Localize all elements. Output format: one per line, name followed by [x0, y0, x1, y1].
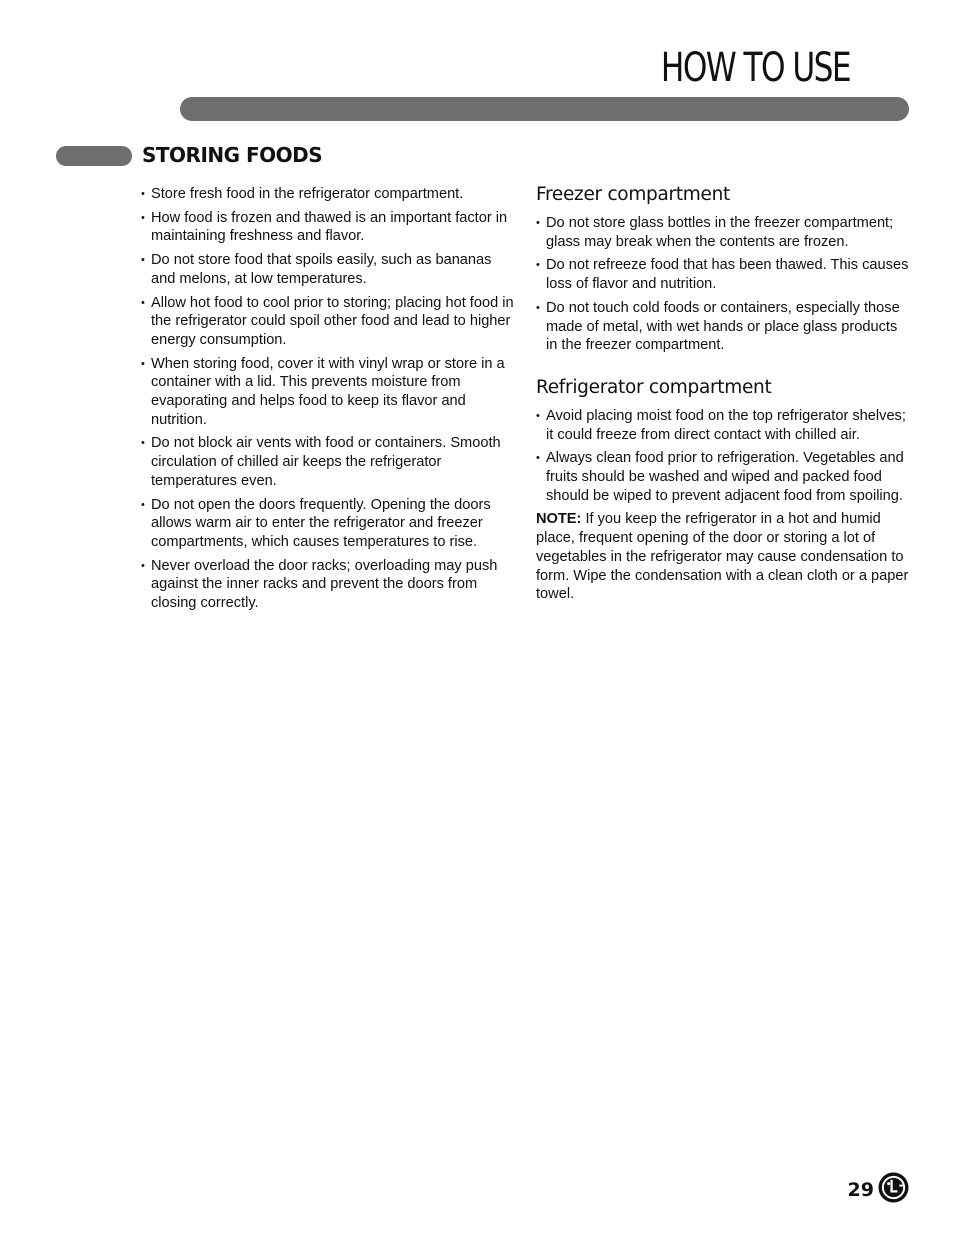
freezer-list: [536, 214, 910, 355]
list-item: • Always clean food prior to refrigeration. Vegetables and fruits should be washed and wiped and packed food should be wiped to prevent adjacent food from spoiling.: [536, 449, 910, 505]
section-pill: [56, 146, 132, 166]
list-item: • Avoid placing moist food on the top refrigerator shelves; it could freeze from direct contact with chilled air.: [536, 407, 910, 444]
list-item: • Do not store food that spoils easily, such as bananas and melons, at low temperatures.: [141, 251, 519, 288]
lg-logo-icon: [878, 1172, 909, 1203]
section-title: STORING FOODS: [142, 143, 323, 167]
note-text: If you keep the refrigerator in a hot and humid place, frequent opening of the door or storing a lot of vegetables in the refrigerator may cause condensation to form. Wipe the condensation with a clean cloth or a paper towel.: [536, 511, 909, 603]
list-item: • Do not refreeze food that has been thawed. This causes loss of flavor and nutrition.: [536, 256, 910, 293]
page-number: 29: [847, 1179, 874, 1201]
refrigerator-list: [536, 407, 910, 506]
chapter-title: HOW TO USE: [660, 45, 850, 91]
list-item: • Do not store glass bottles in the freezer compartment; glass may break when the contents are frozen.: [536, 214, 910, 251]
list-item: • Do not block air vents with food or containers. Smooth circulation of chilled air keeps the refrigerator temperatures even.: [141, 434, 519, 490]
freezer-heading: Freezer compartment: [536, 184, 730, 205]
list-item: • Store fresh food in the refrigerator compartment.: [141, 185, 519, 204]
list-item: • Do not open the doors frequently. Opening the doors allows warm air to enter the refrigerator and freezer compartments, which causes temperatures to rise.: [141, 496, 519, 552]
storage-tips-list: [141, 185, 519, 613]
list-item: • How food is frozen and thawed is an important factor in maintaining freshness and flavor.: [141, 209, 519, 246]
list-item: • Allow hot food to cool prior to storing; placing hot food in the refrigerator could spoil other food and lead to higher energy consumption.: [141, 294, 519, 350]
right-column: [536, 182, 910, 604]
refrigerator-heading: Refrigerator compartment: [536, 376, 772, 398]
left-column: [141, 185, 519, 618]
list-item: • Never overload the door racks; overloading may push against the inner racks and prevent the doors from closing correctly.: [141, 557, 519, 613]
header-bar: [180, 97, 909, 121]
list-item: • Do not touch cold foods or containers, especially those made of metal, with wet hands or place glass products in the freezer compartment.: [536, 299, 910, 355]
list-item: • When storing food, cover it with vinyl wrap or store in a container with a lid. This prevents moisture from evaporating and helps food to keep its flavor and nutrition.: [141, 355, 519, 430]
note-label: NOTE:: [536, 511, 582, 528]
note: [536, 510, 910, 604]
